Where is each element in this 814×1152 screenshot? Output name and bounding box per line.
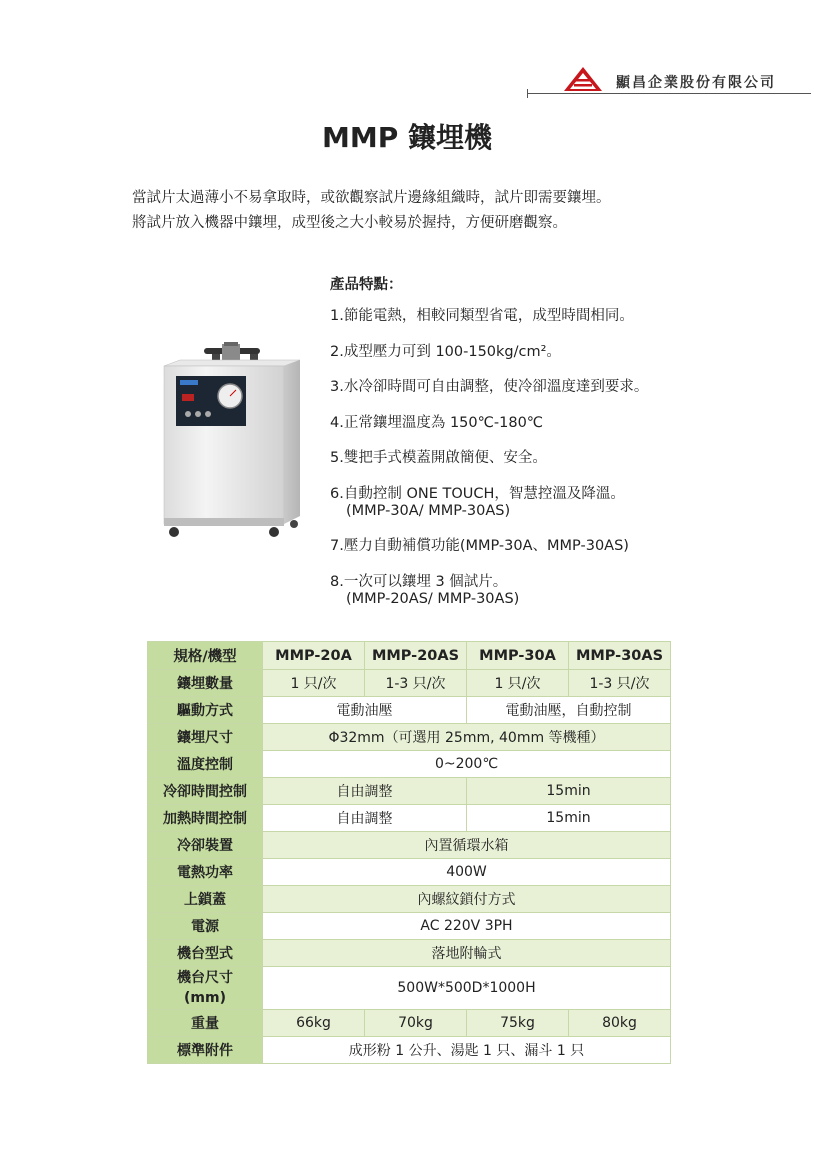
table-cell: 內置循環水箱 <box>263 832 671 859</box>
table-cell: 15min <box>467 778 671 805</box>
spec-table <box>147 641 671 1064</box>
table-row <box>148 670 671 697</box>
feature-item: 6.自動控制 ONE TOUCH，智慧控溫及降溫。 (MMP-30A/ MMP-30AS) <box>330 485 625 519</box>
table-cell: 1-3 只/次 <box>365 670 467 697</box>
table-row <box>148 832 671 859</box>
company-logo-icon <box>563 66 603 92</box>
table-cell: 400W <box>263 859 671 886</box>
row-label: 溫度控制 <box>148 751 263 778</box>
table-row <box>148 642 671 670</box>
table-cell: 66kg <box>263 1010 365 1037</box>
table-cell: 內螺紋鎖付方式 <box>263 886 671 913</box>
table-cell: 1 只/次 <box>263 670 365 697</box>
table-cell: AC 220V 3PH <box>263 913 671 940</box>
header-divider <box>527 93 811 94</box>
feature-item: 8.一次可以鑲埋 3 個試片。 (MMP-20AS/ MMP-30AS) <box>330 573 520 607</box>
table-row <box>148 967 671 1010</box>
row-label: 驅動方式 <box>148 697 263 724</box>
row-label: 鑲埋數量 <box>148 670 263 697</box>
intro-line: 當試片太過薄小不易拿取時，或欲觀察試片邊緣組織時，試片即需要鑲埋。 <box>132 190 611 206</box>
table-row <box>148 1010 671 1037</box>
row-label: 標準附件 <box>148 1037 263 1064</box>
machine-photo <box>152 340 310 540</box>
table-row <box>148 940 671 967</box>
table-cell: 70kg <box>365 1010 467 1037</box>
row-label: 規格/機型 <box>148 642 263 670</box>
model-header: MMP-30A <box>467 642 569 670</box>
table-cell: 自由調整 <box>263 778 467 805</box>
company-name: 顯昌企業股份有限公司 <box>616 75 776 91</box>
features-list <box>330 308 800 626</box>
model-header: MMP-20AS <box>365 642 467 670</box>
table-row <box>148 751 671 778</box>
table-cell: 0~200℃ <box>263 751 671 778</box>
row-label: 電源 <box>148 913 263 940</box>
row-label: 重量 <box>148 1010 263 1037</box>
row-label: 電熱功率 <box>148 859 263 886</box>
page-title: MMP 鑲埋機 <box>322 121 492 154</box>
table-cell: 15min <box>467 805 671 832</box>
row-label: 冷卻裝置 <box>148 832 263 859</box>
table-row <box>148 724 671 751</box>
table-cell: 80kg <box>569 1010 671 1037</box>
table-cell: 1-3 只/次 <box>569 670 671 697</box>
table-cell: 75kg <box>467 1010 569 1037</box>
table-cell: 電動油壓，自動控制 <box>467 697 671 724</box>
table-row <box>148 1037 671 1064</box>
intro-paragraph <box>132 186 611 236</box>
table-cell: 1 只/次 <box>467 670 569 697</box>
intro-line: 將試片放入機器中鑲埋，成型後之大小較易於握持，方便研磨觀察。 <box>132 215 567 231</box>
row-label: 機台尺寸 (mm) <box>148 967 263 1010</box>
table-cell: Φ32mm（可選用 25mm, 40mm 等機種） <box>263 724 671 751</box>
row-label: 機台型式 <box>148 940 263 967</box>
table-row <box>148 913 671 940</box>
table-cell: 自由調整 <box>263 805 467 832</box>
table-row <box>148 778 671 805</box>
header-divider-tick <box>527 89 528 98</box>
table-cell: 500W*500D*1000H <box>263 967 671 1010</box>
model-header: MMP-20A <box>263 642 365 670</box>
features-title: 產品特點： <box>330 277 403 293</box>
feature-item: 3.水冷卻時間可自由調整，使冷卻溫度達到要求。 <box>330 379 649 395</box>
table-row <box>148 697 671 724</box>
feature-item: 7.壓力自動補償功能(MMP-30A、MMP-30AS) <box>330 538 629 554</box>
table-cell: 落地附輪式 <box>263 940 671 967</box>
model-header: MMP-30AS <box>569 642 671 670</box>
row-label: 冷卻時間控制 <box>148 778 263 805</box>
row-label: 上鎖蓋 <box>148 886 263 913</box>
table-row <box>148 859 671 886</box>
feature-item: 2.成型壓力可到 100-150kg/cm²。 <box>330 343 561 360</box>
row-label: 鑲埋尺寸 <box>148 724 263 751</box>
table-row <box>148 886 671 913</box>
feature-item: 5.雙把手式模蓋開啟簡便、安全。 <box>330 450 547 466</box>
feature-item: 4.正常鑲埋溫度為 150℃-180℃ <box>330 414 544 431</box>
feature-item: 1.節能電熱，相較同類型省電，成型時間相同。 <box>330 308 634 324</box>
row-label: 加熱時間控制 <box>148 805 263 832</box>
table-cell: 電動油壓 <box>263 697 467 724</box>
table-row <box>148 805 671 832</box>
table-cell: 成形粉 1 公升、湯匙 1 只、漏斗 1 只 <box>263 1037 671 1064</box>
